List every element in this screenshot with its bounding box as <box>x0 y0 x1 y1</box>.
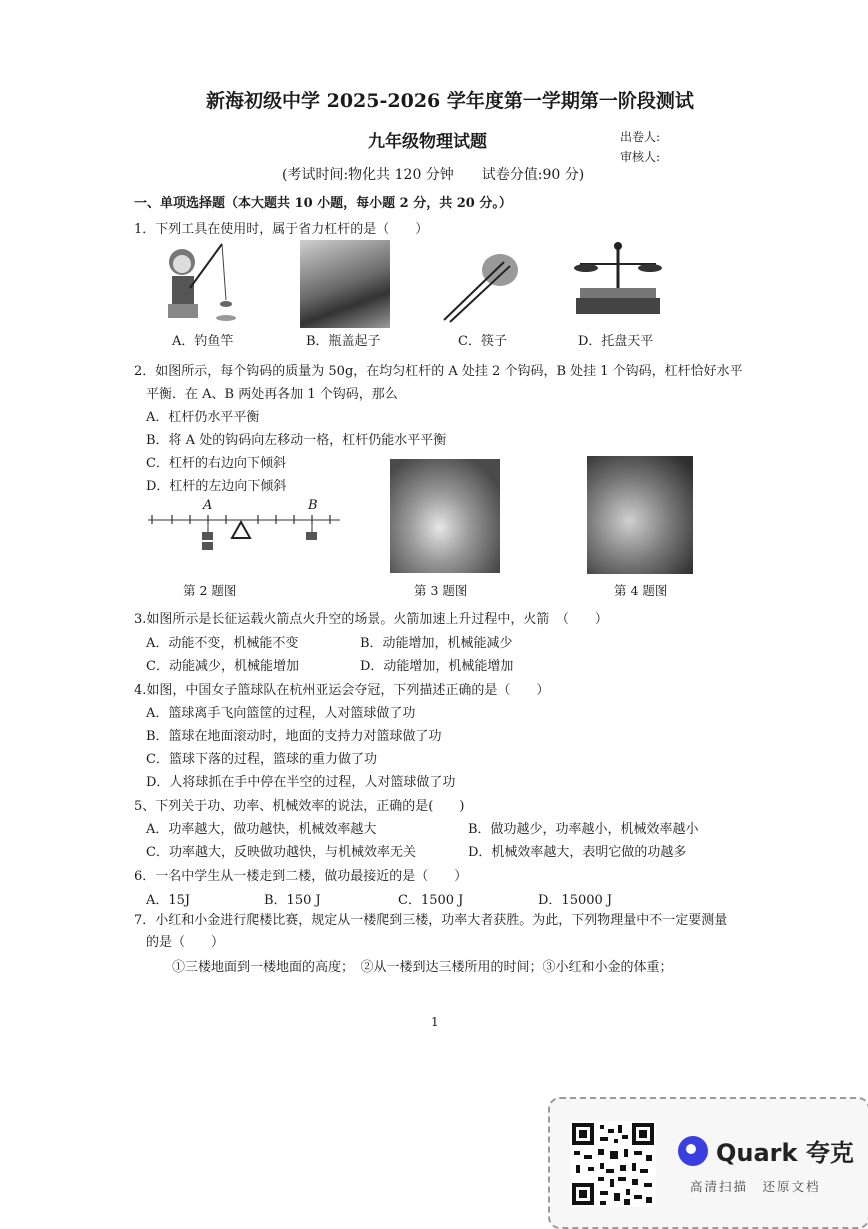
figure-2-caption: 第 2 题图 <box>183 583 237 598</box>
question-2-option-a: A．杠杆仍水平平衡 <box>146 410 260 425</box>
question-2-option-b: B．将 A 处的钩码向左移动一格，杠杆仍能水平平衡 <box>146 433 447 448</box>
question-4-option-b: B．篮球在地面滚动时，地面的支持力对篮球做了功 <box>146 729 442 744</box>
exam-info: (考试时间:物化共 120 分钟 试卷分值:90 分) <box>282 167 585 183</box>
question-1-option-b: B．瓶盖起子 <box>306 334 381 349</box>
question-5-option-b: B．做功越少，功率越小，机械效率越小 <box>468 822 699 837</box>
reviewer-label: 审核人: <box>620 150 661 164</box>
lever-point-a-label: A <box>203 498 213 513</box>
question-4-option-a: A．篮球离手飞向篮筐的过程，人对篮球做了功 <box>146 706 416 721</box>
question-3-option-a: A．动能不变，机械能不变 <box>146 636 299 651</box>
question-2-stem-line-2: 平衡．在 A、B 两处再各加 1 个钩码，那么 <box>146 387 398 402</box>
question-7-stem-line-2: 的是（ ） <box>146 935 225 950</box>
question-1-stem: 1．下列工具在使用时，属于省力杠杆的是（ ） <box>134 222 429 237</box>
question-5-option-d: D．机械效率越大，表明它做的功越多 <box>468 845 687 860</box>
qr-code-icon <box>570 1121 656 1207</box>
question-3-option-c: C．动能减少，机械能增加 <box>146 659 299 674</box>
figure-4-caption: 第 4 题图 <box>614 583 668 598</box>
question-5-stem: 5、下列关于功、功率、机械效率的说法，正确的是( ) <box>134 799 465 814</box>
question-7-items: ①三楼地面到一楼地面的高度； ②从一楼到达三楼所用的时间；③小红和小金的体重； <box>172 960 673 975</box>
quark-logo <box>678 1133 854 1168</box>
question-6-option-b: B．150 J <box>264 893 321 908</box>
basketball-player-image <box>587 456 693 574</box>
quark-logo-icon <box>678 1136 708 1166</box>
quark-brand-text: Quark 夸克 <box>716 1139 854 1167</box>
question-1-option-d: D．托盘天平 <box>578 334 654 349</box>
question-7-stem-line-1: 7．小红和小金进行爬楼比赛，规定从一楼爬到三楼，功率大者获胜。为此，下列物理量中不一定要测量 <box>134 913 728 928</box>
question-6-stem: 6．一名中学生从一楼走到二楼，做功最接近的是（ ） <box>134 869 468 884</box>
exam-subtitle: 九年级物理试题 <box>368 132 487 152</box>
question-1-option-a: A．钓鱼竿 <box>172 334 234 349</box>
quark-slogan: 高清扫描 还原文档 <box>690 1179 821 1194</box>
fishing-rod-image <box>160 240 240 330</box>
question-6-option-c: C．1500 J <box>398 893 464 908</box>
setter-label: 出卷人: <box>620 130 661 144</box>
question-3-stem: 3.如图所示是长征运载火箭点火升空的场景。火箭加速上升过程中，火箭 （ ） <box>134 612 608 627</box>
question-6-option-d: D．15000 J <box>538 893 613 908</box>
figure-3-caption: 第 3 题图 <box>414 583 468 598</box>
question-2-option-c: C．杠杆的右边向下倾斜 <box>146 456 286 471</box>
quark-watermark <box>548 1097 868 1229</box>
rocket-launch-image <box>390 459 500 573</box>
question-2-option-d: D．杠杆的左边向下倾斜 <box>146 479 287 494</box>
question-4-stem: 4.如图，中国女子篮球队在杭州亚运会夺冠，下列描述正确的是（ ） <box>134 683 550 698</box>
question-6-option-a: A．15J <box>146 893 191 908</box>
page-number: 1 <box>431 1015 439 1029</box>
question-4-option-d: D．人将球抓在手中停在半空的过程，人对篮球做了功 <box>146 775 456 790</box>
lever-point-b-label: B <box>308 498 318 513</box>
question-3-option-b: B．动能增加，机械能减少 <box>360 636 513 651</box>
exam-title: 新海初级中学 2025-2026 学年度第一学期第一阶段测试 <box>206 90 694 112</box>
question-5-option-a: A．功率越大，做功越快，机械效率越大 <box>146 822 377 837</box>
balance-scale-image <box>570 238 666 318</box>
question-5-option-c: C．功率越大，反映做功越快，与机械效率无关 <box>146 845 416 860</box>
section-heading: 一、单项选择题（本大题共 10 小题，每小题 2 分，共 20 分。） <box>134 196 512 211</box>
question-4-option-c: C．篮球下落的过程，篮球的重力做了功 <box>146 752 377 767</box>
question-3-option-d: D．动能增加，机械能增加 <box>360 659 514 674</box>
chopsticks-image <box>440 244 522 324</box>
question-1-option-c: C．筷子 <box>458 334 507 349</box>
bottle-opener-image <box>300 240 390 328</box>
question-2-stem-line-1: 2．如图所示，每个钩码的质量为 50g，在均匀杠杆的 A 处挂 2 个钩码，B 处挂 1 个钩码，杠杆恰好水平 <box>134 364 743 379</box>
